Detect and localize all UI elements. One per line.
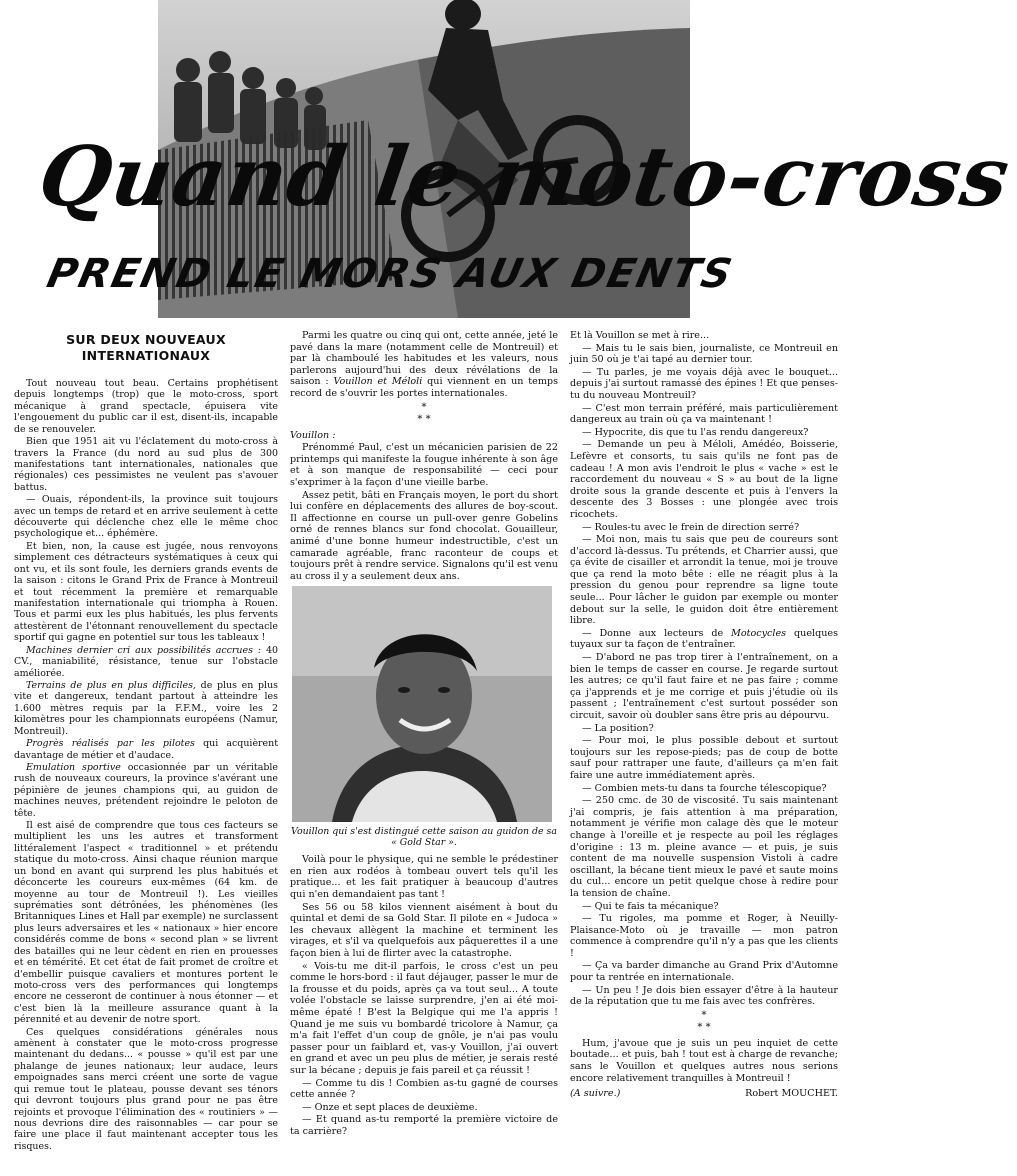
dialogue-line: — Demande un peu à Méloli, Amédéo, Boisserie, Lefèvre et consorts, tu sais qu'ils ne font pas de cadeau ! A mon avis l'endroit le plus « vache » est le raccordement du nouveau « S » au bout de la ligne droite sous la grande descente et puis à l'envers la descente des 3 Bosses : une plongée avec trois ricochets. [570,439,838,520]
dialogue-line: — Roules-tu avec le frein de direction serré? [582,521,800,533]
dialogue-line: — Ça va barder dimanche au Grand Prix d'Automne pour ta rentrée en internationale. [570,960,838,984]
paragraph: Assez petit, bâti en Français moyen, le port du short lui confère en déplacements des allures de boy-scout. Il affectionne en course un pull-over genre Gobelins orné de rennes blancs sur fond chocolat. Gouailleur, animé d'une bonne humeur indestructible, c'est un camarade agréable, franc raconteur de coups et toujours prêt à rendre service. Signalons qu'il est venu au cross il y a seulement deux ans. [290,489,558,582]
dialogue-line: — Qui te fais ta mécanique? [582,900,719,912]
section-separator: * * * [697,1009,711,1033]
lead-phrase: Progrès réalisés par les pilotes [26,738,195,750]
dialogue-line: — C'est mon terrain préféré, mais particulièrement dangereux au train où ça va maintenant ! [570,402,838,426]
column-1 [14,330,278,1153]
section-separator: * * * [417,401,431,425]
dialogue-line: — La position? [582,722,654,734]
dialogue-line: — Mais tu le sais bien, journaliste, ce Montreuil en juin 50 où je t'ai tapé au dernier tour. [570,342,838,366]
paragraph [290,330,558,400]
dialogue-line: — Tu parles, je me voyais déjà avec le bouquet... depuis j'ai surtout ramassé des épines ! Et que penses-tu du nouveau Montreuil? [570,366,838,401]
photo-caption: Vouillon qui s'est distingué cette saison au guidon de sa « Gold Star ». [291,826,557,849]
paragraph: Et bien, non, la cause est jugée, nous renvoyons simplement ces détracteurs systématiques à ceux qui ont vu, et ils sont foule, les derniers grands events de la saison : citons le Grand Prix de France à Montreuil et tout récemment la première et remarquable manifestation internationale qui triompha à Rouen. Tous et parmi eux les plus habitués, les plus fervents attestèrent de l'étonnant renouvellement du spectacle sportif qui gagne en potentiel sur tous les tableaux ! [14,540,278,644]
paragraph [14,680,278,737]
rider-names: Vouillon et Méloli [333,376,423,388]
dialogue-line: — 250 cmc. de 30 de viscosité. Tu sais maintenant j'ai compris, je fais attention à ma préparation, notamment je vérifie mon calage dès que le moteur change à l'oreille et je respecte au poil les réglages d'origine : 13 m. pleine avance — et puis, je suis content de ma nouvelle suspension Vistoli à cadre oscillant, la bécane tient mieux le pavé et saute moins du cul... encore un petit quelque chose à redire pour la tension de chaîne. [570,795,838,899]
paragraph-text: qui viennent en un temps record de s'ouvrir les portes internationales. [290,376,558,399]
paragraph-text: qui acquièrent davantage de métier et d'audace. [14,738,278,761]
portrait-illustration [292,586,552,822]
dialogue-line: — Un peu ! Je dois bien essayer d'être à la hauteur de la réputation que tu me fais avec tes confrères. [570,984,838,1008]
author-name: Robert MOUCHET. [745,1088,838,1100]
paragraph: Prénommé Paul, c'est un mécanicien parisien de 22 printemps qui manifeste la fougue inhérente à son âge et à son manque de responsabilité — ceci pour s'exprimer à la façon d'une vieille barbe. [290,442,558,488]
paragraph [14,738,278,761]
paragraph: Ses 56 ou 58 kilos viennent aisément à bout du quintal et demi de sa Gold Star. Il pilote en « Judoca » les chevaux allègent la machine et terminent les virages, et s'il va quelquefois aux pâquerettes il a une façon bien à lui de flirter avec la catastrophe. [290,901,558,960]
column-3 [570,330,838,1100]
dialogue-line: — Comme tu dis ! Combien as-tu gagné de courses cette année ? [290,1077,558,1101]
paragraph-text: de plus en plus vite et dangereux, tendant partout à atteindre les 1.600 mètres requis par la F.F.M., voire les 2 kilomètres pour les championnats européens (Namur, Montreuil). [14,679,278,737]
section-heading: SUR DEUX NOUVEAUX INTERNATIONAUX [66,332,226,363]
dialogue-line: — Tu rigoles, ma pomme et Roger, à Neuilly-Plaisance-Moto où je travaille — mon patron commence à comprendre qu'il n'y a pas que les clients ! [570,913,838,959]
to-be-continued: (A suivre.) [570,1088,621,1100]
article-subtitle: PREND LE MORS AUX DENTS [43,251,738,297]
paragraph-text: Parmi les quatre ou cinq qui ont, cette année, jeté le pavé dans la mare (notamment celle de Montreuil) et par là chamboulé les habitudes et les valeurs, nous parlerons aujourd'hui des deux révélations de la saison : [290,330,558,388]
dialogue-line: — D'abord ne pas trop tirer à l'entraînement, on a bien le temps de casser en course. Je regarde surtout les autres; ce qu'il faut faire et ne pas faire ; comme ça j'apprends et je me corrige et puis j'étudie où ils passent ; l'entraînement c'est surtout posséder son circuit, savoir où doubler sans être pris au dépourvu. [570,652,838,721]
subheading: Vouillon : [290,429,336,441]
paragraph: « Vois-tu me dit-il parfois, le cross c'est un peu comme le hors-bord : il faut déjauger, passer le mur de la frousse et du poids, après ça va tout seul... A toute volée l'obstacle se laisse surprendre, j'en ai été moi-même épaté ! B'est la Belgique qui me l'a appris ! Quand je me suis vu bombardé tricolore à Namur, ça m'a fait l'effet d'un coup de gnôle, je n'ai pas voulu passer pour un faiblard et, vas-y Vouillon, j'ai ouvert en grand et avec un peu plus de métier, je serais resté sur la bécane ; depuis je fais pareil et ça réussit ! [290,960,558,1076]
paragraph: — Ouais, répondent-ils, la province suit toujours avec un temps de retard et en arrive seulement à cette découverte qui déclenche chez elle le même choc psychologique et... éphémère. [14,494,278,540]
paragraph: Et là Vouillon se met à rire... [570,330,710,341]
dialogue-line [570,628,838,651]
magazine-name: Motocycles [731,627,787,639]
paragraph: Il est aisé de comprendre que tous ces facteurs se multiplient les uns les autres et transforment littéralement l'aspect « traditionnel » et prétendu statique du moto-cross. Ainsi chaque réunion marque un bond en avant qui surprend les plus habitués et déconcerte les coureurs eux-mêmes (64 km. de moyenne au tour de Montreuil !). Les vieilles suprématies sont détrônées, les phénomènes (les Britanniques Lines et Hall par exemple) ne surclassent plus leurs adversaires et les « nationaux » hier encore considérés comme de bons « second plan » se livrent des batailles qui ne leur cèdent en rien en prouesses et en témérité. Et cet état de fait promet de croître et d'embellir puisque cavaliers et montures portent le moto-cross vers des performances qui longtemps encore ne cesseront de continuer à nous étonner — et c'est bien là la meilleure assurance quant à la pérennité et au devenir de notre sport. [14,820,278,1026]
portrait-photo [292,586,552,822]
paragraph-text: — Donne aux lecteurs de [582,627,732,639]
dialogue-line: — Moi non, mais tu sais que peu de coureurs sont d'accord là-dessus. Tu prétends, et Charrier aussi, que ça évite de cisailler et arrondit la tenue, moi je trouve que ça rend la moto bête : elle ne réagit plus à la pression du genou pour reprendre sa ligne toute seule... Pour lâcher le guidon par exemple ou monter debout sur la selle, le guidon doit être entièrement libre. [570,534,838,627]
dialogue-line: — Onze et sept places de deuxième. [302,1101,478,1113]
dialogue-line: — Et quand as-tu remporté la première victoire de ta carrière? [290,1114,558,1137]
lead-phrase: Emulation sportive [26,761,121,773]
paragraph: Hum, j'avoue que je suis un peu inquiet de cette boutade... et puis, bah ! tout est à charge de revanche; sans le Vouillon et quelques autres nous serions encore relativement tranquilles à Montreuil ! [570,1037,838,1084]
paragraph: Bien que 1951 ait vu l'éclatement du moto-cross à travers la France (du nord au sud plus de 300 manifestations tant internationales, nationales que régionales) ces pessimistes ne veulent pas s'avouer battus. [14,436,278,493]
paragraph [14,645,278,679]
signature-line [570,1088,838,1100]
paragraph [14,762,278,819]
column-2 [290,330,558,1139]
paragraph: Voilà pour le physique, qui ne semble le prédestiner en rien aux rodéos à tombeau ouvert tels qu'il les pratique... et les fait pratiquer à beaucoup d'autres qui n'en demandaient pas tant ! [290,854,558,901]
paragraph-text: occasionnée par un véritable rush de nouveaux coureurs, la province s'avérant une pépinière de jeunes champions qui, au guidon de machines neuves, prétendent rejoindre le peloton de tête. [14,761,278,819]
lead-phrase: Machines dernier cri aux possibilités accrues : [26,644,262,656]
dialogue-line: — Hypocrite, dis que tu l'as rendu dangereux? [582,426,809,438]
paragraph: Ces quelques considérations générales nous amènent à constater que le moto-cross progresse maintenant du dedans... « pousse » qu'il est par une phalange de jeunes nationaux; leur audace, leurs empoignades sans merci créent une sorte de vague qui remue tout le plateau, pousse devant ses ténors qui devront toujours plus grand pour ne pas être rejoints et provoque l'élimination des « routiniers » — nous devrions dire des raisonnables — car pour se faire une place il faut maintenant accepter tous les risques. [14,1026,278,1152]
paragraph: Tout nouveau tout beau. Certains prophétisent depuis longtemps (trop) que le moto-cross, sport mécanique à grand spectacle, épuisera vite l'engouement du public car il est, disent-ils, incapable de se renouveler. [14,378,278,435]
paragraph-text: 40 CV., maniabilité, résistance, tenue sur l'obstacle améliorée. [14,644,278,679]
lead-phrase: Terrains de plus en plus difficiles, [26,679,196,691]
paragraph-text: quelques tuyaux sur ta façon de t'entraîner. [570,627,838,651]
article-title: Quand le moto-cross [33,129,1016,225]
dialogue-line: — Combien mets-tu dans ta fourche télescopique? [582,782,827,794]
dialogue-line: — Pour moi, le plus possible debout et surtout toujours sur les repose-pieds; pas de coup de botte sauf pour rattraper une faute, d'ailleurs ça m'en fait faire une autre immédiatement après. [570,735,838,781]
